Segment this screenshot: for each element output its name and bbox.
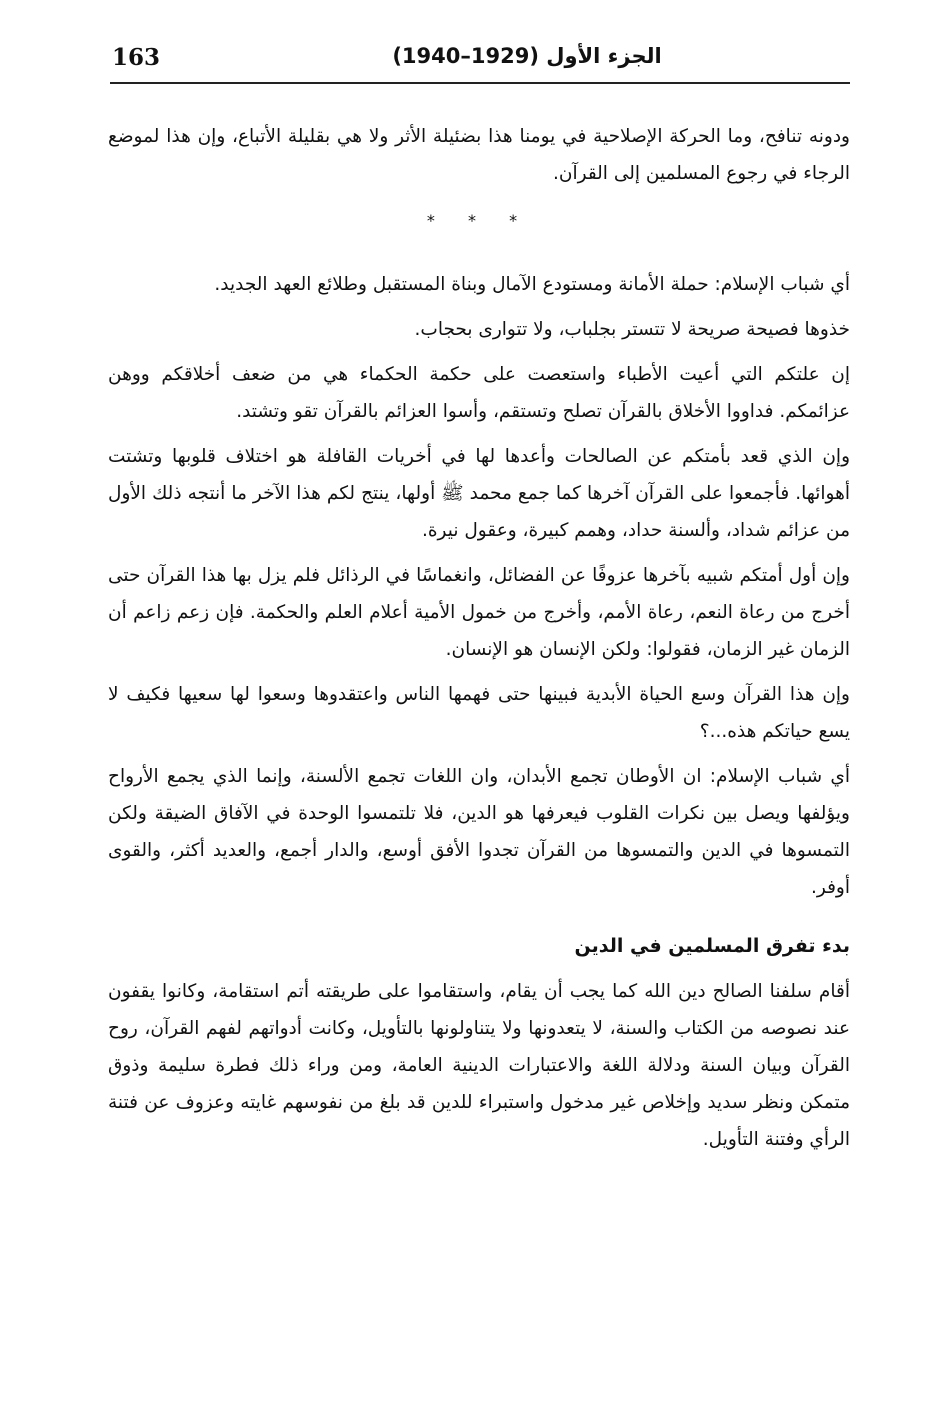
paragraph: ودونه تنافح، وما الحركة الإصلاحية في يومنا هذا بضئيلة الأثر ولا هي بقليلة الأتباع، وإن هذا لموضع الرجاء في رجوع المسلمين إلى القرآن. xyxy=(108,126,850,184)
paragraph: أقام سلفنا الصالح دين الله كما يجب أن يقام، واستقاموا على طريقته أتم استقامة، وكانوا يقفون عند نصوصه من الكتاب والسنة، لا يتعدونها ولا يتناولونها بالتأويل، وكانت أدواتهم لفهم القرآن، روح القرآن وبيان السنة ودلالة اللغة والاعتبارات الدينية العامة، ومن وراء ذلك فطرة سليمة وذوق متمكن ونظر سديد وإخلاص غير مدخول واستبراء للدين قد بلغ من نفوسهم غايته وعزوف عن فتنة الرأي وفتنة التأويل. xyxy=(108,981,850,1150)
paragraph: أي شباب الإسلام: ان الأوطان تجمع الأبدان، وان اللغات تجمع الألسنة، وإنما الذي يجمع الأرواح ويؤلفها ويصل بين نكرات القلوب فيعرفها هو الدين، فلا تلتمسوا الوحدة في الآفاق الضيقة ولكن التمسوها في الدين والتمسوها من القرآن تجدوا الأفق أوسع، والدار أجمع، والعديد أكثر، والقوى أوفر. xyxy=(108,766,850,898)
paragraph: أي شباب الإسلام: حملة الأمانة ومستودع الآمال وبناة المستقبل وطلائع العهد الجديد. xyxy=(214,274,850,295)
running-title: الجزء الأول (1929–1940) xyxy=(392,44,662,68)
header-rule xyxy=(110,82,850,84)
page-number: 163 xyxy=(112,44,161,71)
page-body xyxy=(108,118,850,1166)
paragraph: خذوها فصيحة صريحة لا تتستر بجلباب، ولا تتوارى بحجاب. xyxy=(414,319,850,340)
section-separator: * * * xyxy=(426,211,532,230)
paragraph: وإن أول أمتكم شبيه بآخرها عزوفًا عن الفضائل، وانغماسًا في الرذائل فلم يزل بها هذا القرآن حتى أخرج من رعاة النعم، رعاة الأمم، وأخرج من خمول الأمية أعلام العلم والحكمة. فإن زعم زاعم أن الزمان غير الزمان، فقولوا: ولكن الإنسان هو الإنسان. xyxy=(108,565,850,660)
paragraph: وإن هذا القرآن وسع الحياة الأبدية فبينها حتى فهمها الناس واعتقدوها وسعوا لها سعيها فكيف لا يسع حياتكم هذه...؟ xyxy=(108,684,850,742)
paragraph: إن علتكم التي أعيت الأطباء واستعصت على حكمة الحكماء هي من ضعف أخلاقكم ووهن عزائمكم. فداووا الأخلاق بالقرآن تصلح وتستقم، وأسوا العزائم بالقرآن تقو وتشتد. xyxy=(108,364,850,422)
page-header xyxy=(112,40,848,80)
section-heading: بدء تفرق المسلمين في الدين xyxy=(574,935,850,957)
paragraph: وإن الذي قعد بأمتكم عن الصالحات وأعدها لها في أخريات القافلة هو اختلاف قلوبها وتشتت أهوائها. فأجمعوا على القرآن آخرها كما جمع محمد ﷺ أولها، ينتج لكم هذا الآخر ما أنتجه ذلك الأول من عزائم شداد، وألسنة حداد، وهمم كبيرة، وعقول نيرة. xyxy=(108,446,850,541)
